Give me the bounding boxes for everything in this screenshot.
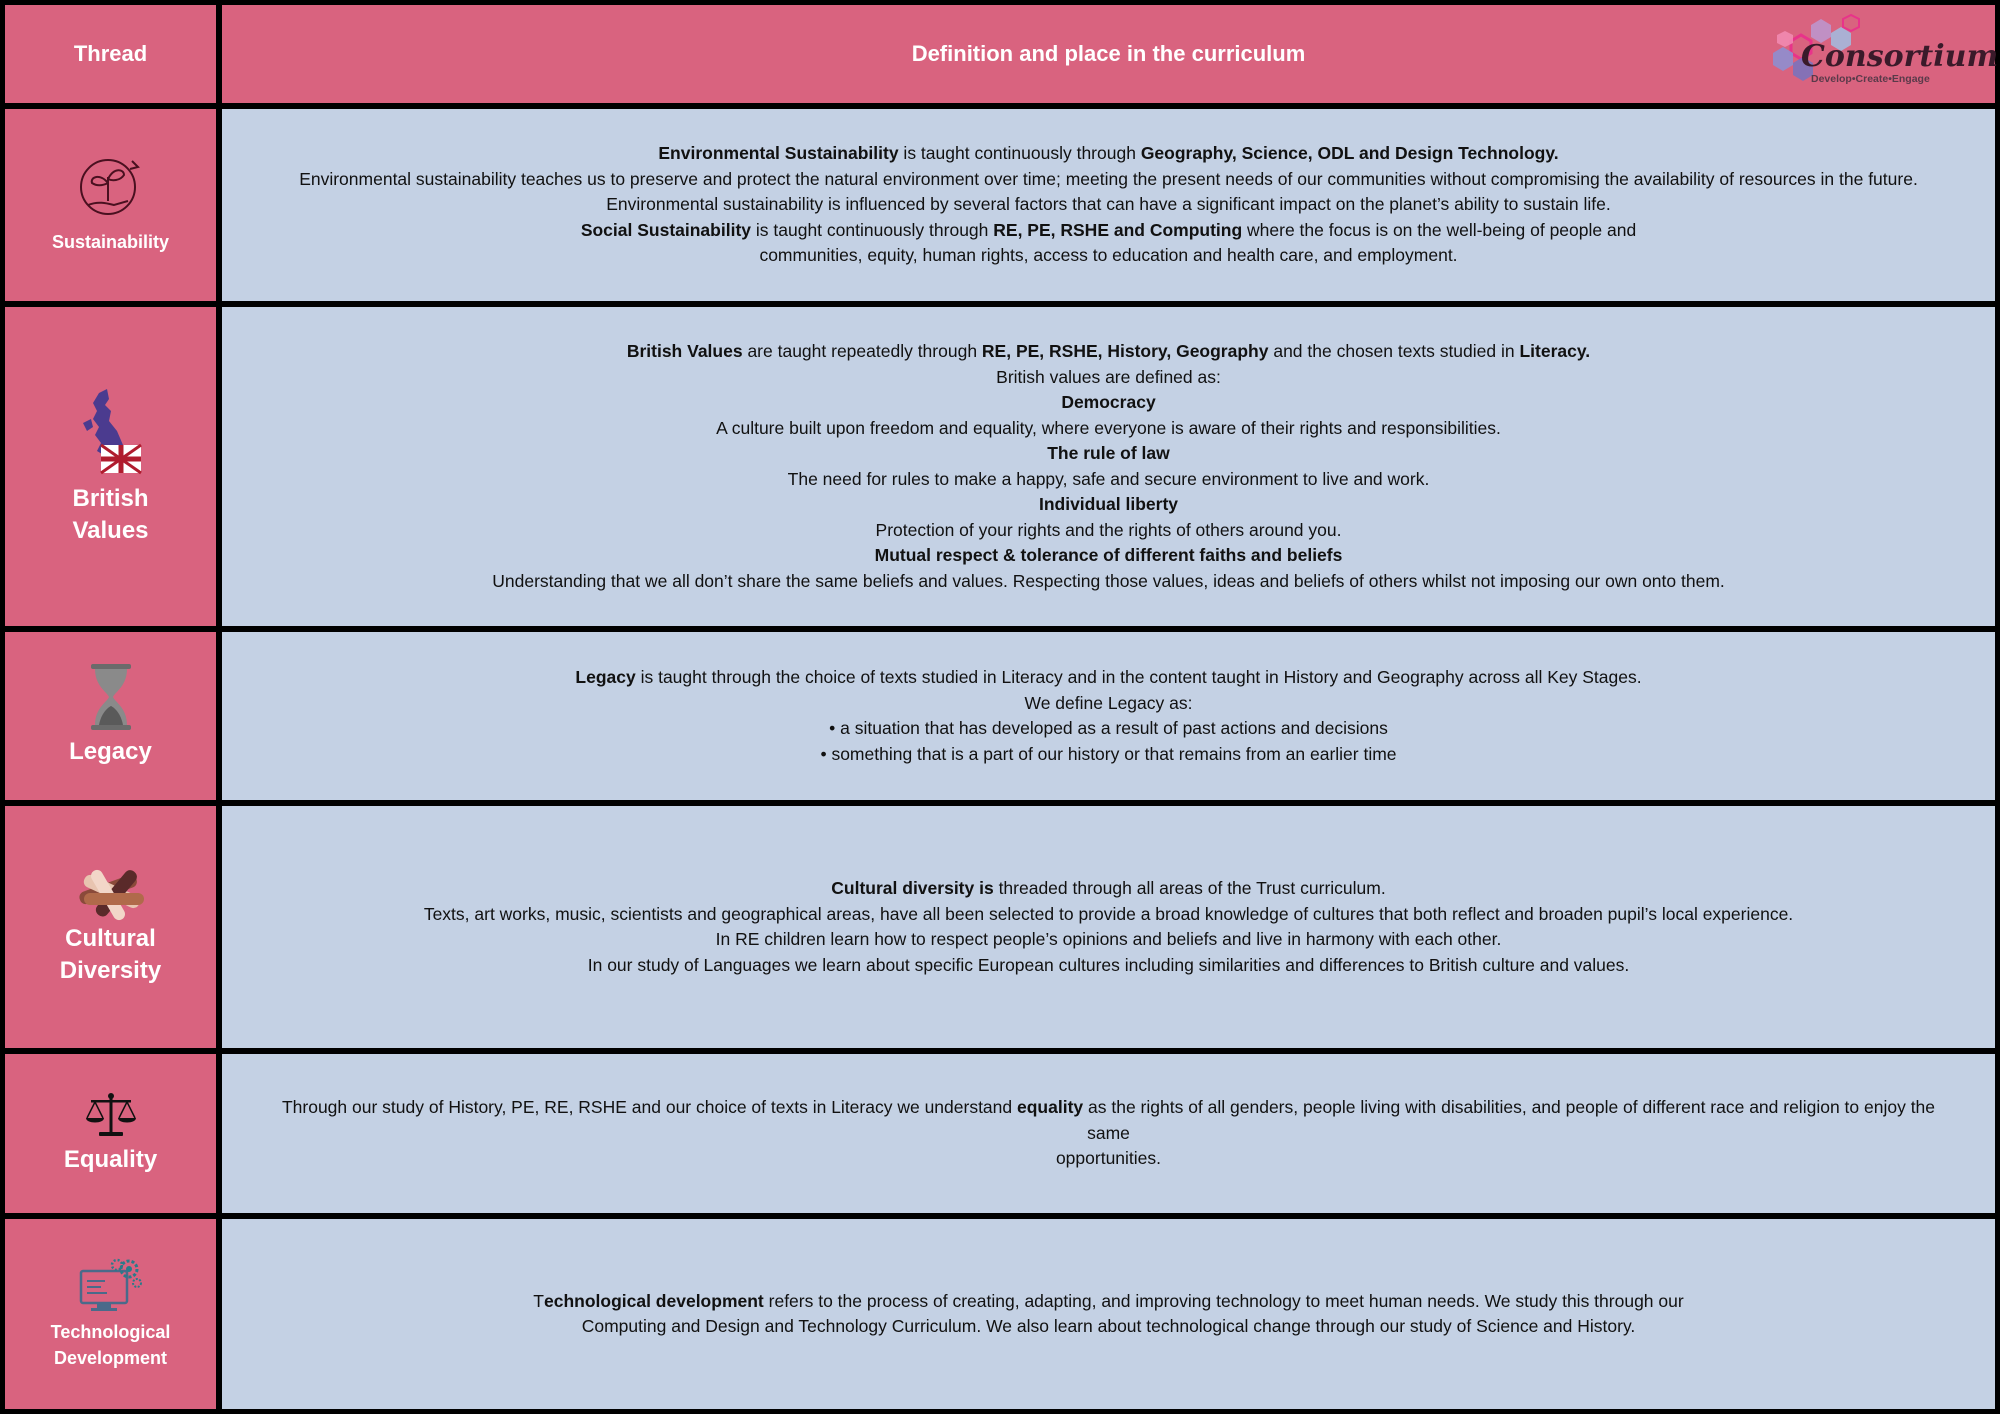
definition-line: Environmental sustainability teaches us to preserve and protect the natural environment over time; meeting the present needs of our communities without compromising the availability of resources in the future. (299, 168, 1918, 189)
definition-line: In our study of Languages we learn about specific European cultures including similarities and differences to British culture and values. (587, 954, 1630, 975)
definition-technological-development (222, 1219, 1995, 1409)
scales-icon (85, 1092, 137, 1138)
definition-column-header (222, 5, 1999, 103)
thread-cultural-diversity (5, 806, 216, 1048)
thread-label: Technological (50, 1322, 171, 1342)
definition-sustainability (222, 109, 1995, 301)
definition-line: The rule of law (1047, 443, 1170, 463)
definition-line: Individual liberty (1038, 494, 1179, 514)
logo-tagline: Develop•Create•Engage (1811, 73, 1930, 85)
definition-line: The need for rules to make a happy, safe and secure environment to live and work. (787, 468, 1430, 489)
definition-line: We define Legacy as: (1024, 692, 1193, 713)
definition-legacy (222, 632, 1995, 800)
definition-line: Technological development refers to the process of creating, adapting, and improving technology to meet human needs. We study this through our (533, 1290, 1684, 1311)
thread-label: Cultural (65, 925, 156, 952)
thread-equality (5, 1054, 216, 1213)
definition-line: British Values are taught repeatedly through RE, PE, RSHE, History, Geography and the chosen texts studied in Literacy. (626, 341, 1591, 361)
definition-line: Texts, art works, music, scientists and geographical areas, have all been selected to provide a broad knowledge of cultures that both reflect and broaden pupil’s local experience. (423, 903, 1794, 924)
thread-sustainability (5, 109, 216, 301)
definition-equality (222, 1054, 1995, 1213)
definition-line: Legacy is taught through the choice of texts studied in Literacy and in the content taught in History and Geography across all Key Stages. (575, 667, 1642, 687)
definition-line: • something that is a part of our history or that remains from an earlier time (820, 743, 1397, 764)
definition-line: Environmental Sustainability is taught continuously through Geography, Science, ODL and Design Technology. (658, 143, 1559, 164)
definition-line: Mutual respect & tolerance of different faiths and beliefs (874, 545, 1343, 565)
definition-line: British values are defined as: (996, 366, 1221, 387)
definition-line: In RE children learn how to respect people’s opinions and beliefs and live in harmony with each other. (715, 929, 1502, 949)
thread-label: Development (53, 1348, 168, 1368)
definition-line: Cultural diversity is threaded through all areas of the Trust curriculum. (831, 878, 1386, 898)
definition-line: Computing and Design and Technology Curriculum. We also learn about technological change through our study of Science and History. (581, 1316, 1636, 1336)
thread-column-header (5, 5, 216, 103)
definition-header-label: Definition and place in the curriculum (911, 41, 1306, 66)
thread-label: British (72, 484, 149, 512)
plant-in-hand-icon (78, 155, 144, 223)
thread-british-values (5, 307, 216, 626)
thread-label: Legacy (69, 738, 152, 765)
logo-wordmark: Consortium (1801, 39, 1999, 74)
definition-british-values (222, 307, 1995, 626)
definition-line: A culture built upon freedom and equality, where everyone is aware of their rights and responsibilities. (716, 417, 1501, 438)
thread-header-label: Thread (73, 41, 148, 66)
thread-label: Sustainability (51, 232, 170, 252)
definition-line: Through our study of History, PE, RE, RSHE and our choice of texts in Literacy we understand equality as the rights of all genders, people living with disabilities, and people of different race and religion to enjoy the same (281, 1097, 1936, 1143)
definition-line: • a situation that has developed as a result of past actions and decisions (829, 718, 1388, 738)
consortium-logo (1763, 11, 1999, 91)
computer-gears-icon (79, 1257, 143, 1313)
thread-label: Values (72, 516, 149, 544)
thread-legacy (5, 632, 216, 800)
definition-line: communities, equity, human rights, access to education and health care, and employment. (759, 245, 1458, 266)
thread-technological-development (5, 1219, 216, 1409)
definition-line: opportunities. (1055, 1148, 1162, 1169)
definition-line: Social Sustainability is taught continuously through RE, PE, RSHE and Computing where the focus is on the well-being of people and (580, 219, 1637, 240)
definition-cultural-diversity (222, 806, 1995, 1048)
definition-line: Protection of your rights and the rights of others around you. (875, 519, 1342, 540)
thread-label: Equality (63, 1145, 158, 1173)
definition-line: Environmental sustainability is influenced by several factors that can have a significant impact on the planet’s ability to sustain life. (606, 194, 1611, 215)
definition-line: Understanding that we all don’t share the same beliefs and values. Respecting those values, ideas and beliefs of others whilst not imposing our own onto them. (492, 570, 1725, 591)
joined-hands-icon (74, 867, 148, 917)
thread-label: Diversity (59, 957, 162, 984)
uk-map-flag-icon (79, 387, 143, 477)
hourglass-icon (89, 664, 133, 730)
definition-line: Democracy (1061, 392, 1156, 412)
